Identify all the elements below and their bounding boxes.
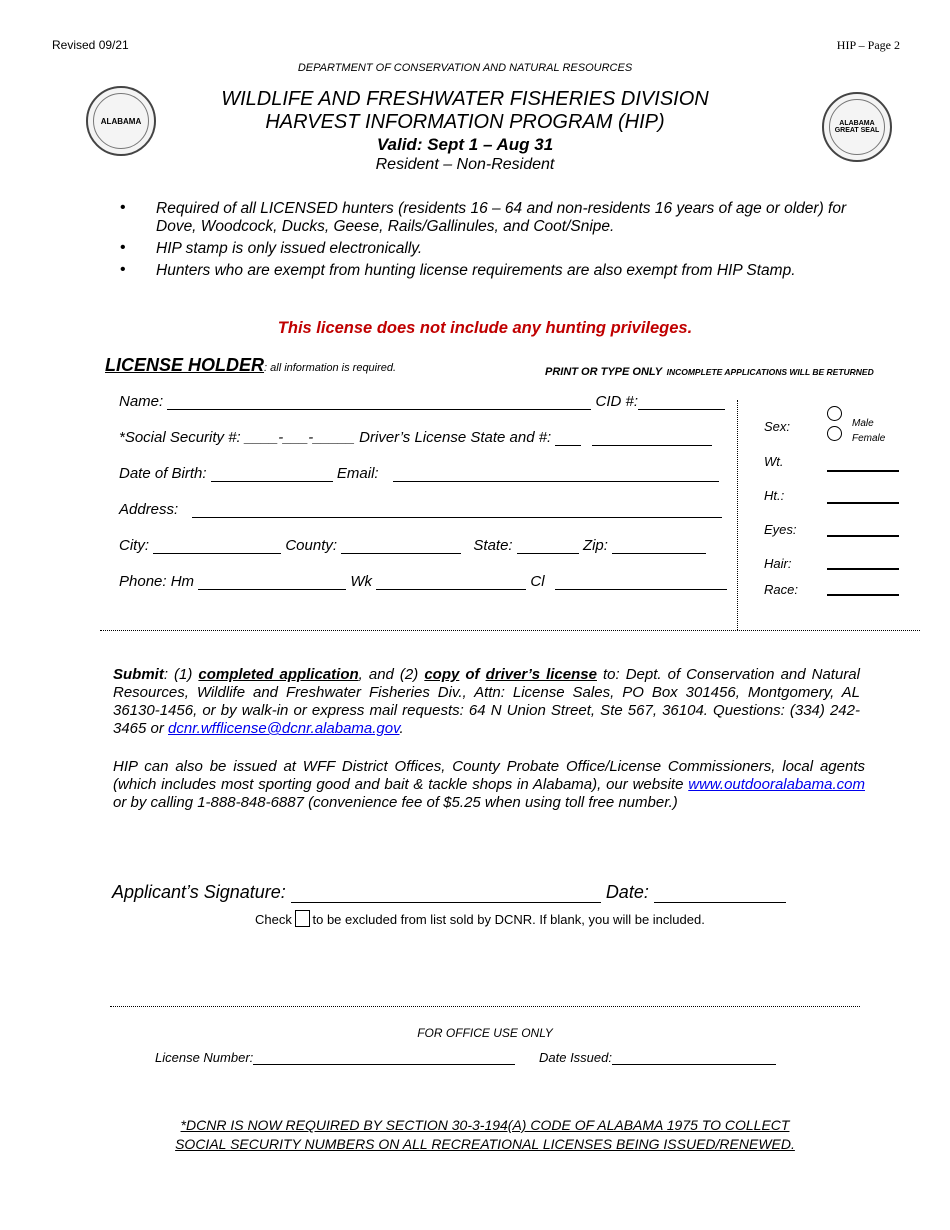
date-label: Date: xyxy=(605,882,649,902)
female-label: Female xyxy=(852,433,886,444)
eyes-field[interactable] xyxy=(827,535,899,537)
residency: Resident – Non-Resident xyxy=(375,156,555,173)
program-title: HARVEST INFORMATION PROGRAM (HIP) xyxy=(265,111,665,133)
weight-label: Wt. xyxy=(764,454,784,469)
email-label: Email: xyxy=(336,465,379,482)
page-number: HIP – Page 2 xyxy=(836,38,900,52)
height-label: Ht.: xyxy=(764,488,785,503)
eyes-label: Eyes: xyxy=(764,522,797,537)
race-field[interactable] xyxy=(827,594,899,596)
submit-text: , and (2) xyxy=(358,666,425,683)
valid-dates: Valid: Sept 1 – Aug 31 xyxy=(376,135,554,154)
date-issued-field[interactable] xyxy=(612,1048,776,1065)
city-label: City: xyxy=(119,537,149,554)
submit-instructions xyxy=(113,666,860,738)
county-field[interactable] xyxy=(341,537,461,554)
ssn-row xyxy=(119,429,712,446)
bullet-item: • Required of all LICENSED hunters (residents 16 – 64 and non-residents 16 years of age or older) for Dove, Woodcock, Ducks, Geese, Rails/Gallinules, and Coot/Snipe. xyxy=(114,200,874,236)
of-text: of xyxy=(459,666,486,683)
phone-work-field[interactable] xyxy=(376,573,526,590)
submit-text: . xyxy=(399,720,404,737)
ssn-field[interactable]: *Social Security #: ____-___-_____ xyxy=(119,429,355,446)
state-label: State: xyxy=(473,537,513,554)
check-pre-text: Check xyxy=(255,912,292,927)
copy-text: copy xyxy=(424,666,460,683)
check-post-text: to be excluded from list sold by DCNR. If blank, you will be included. xyxy=(312,912,705,927)
hip-issuance-info xyxy=(113,758,865,812)
cid-label: CID #: xyxy=(595,393,639,410)
hair-field[interactable] xyxy=(827,568,899,570)
address-label: Address: xyxy=(119,501,179,518)
form-bottom-divider xyxy=(100,630,920,631)
height-field[interactable] xyxy=(827,502,899,504)
email-field[interactable] xyxy=(393,465,719,482)
license-holder-subtitle: : all information is required. xyxy=(264,362,397,374)
dl-label: Driver’s License State and #: xyxy=(359,429,552,446)
phone-row xyxy=(119,573,727,590)
license-number-label: License Number: xyxy=(155,1050,254,1065)
signature-date-field[interactable] xyxy=(654,882,786,903)
race-label: Race: xyxy=(764,582,798,597)
submit-address-text: to: Dept. of Conservation and Natural Resources, Wildlife and Freshwater Fisheries Div., Attn: License Sales, PO Box 301456, Montgomery, AL 36130-1456, or by walk-in or express mail requests: 64 N Union Street, Ste 567, 36104. Questions: (334) 242-3465 or xyxy=(113,666,860,737)
signature-row xyxy=(112,882,786,903)
phone-home-field[interactable] xyxy=(198,573,346,590)
hip-info-text: or by calling 1-888-848-6887 (convenience fee of $5.25 when using toll free number.) xyxy=(113,794,678,811)
hip-info-text: HIP can also be issued at WFF District Offices, County Probate Office/License Commissioners, local agents (which includes most sporting good and bait & tackle shops in Alabama), our website xyxy=(113,758,865,793)
side-panel-divider xyxy=(737,400,738,630)
email-link[interactable]: dcnr.wfflicense@dcnr.alabama.gov xyxy=(168,720,400,737)
address-field[interactable] xyxy=(192,501,722,518)
male-radio[interactable] xyxy=(827,406,842,421)
zip-label: Zip: xyxy=(582,537,608,554)
address-row xyxy=(119,501,722,518)
bullet-item: • HIP stamp is only issued electronically. xyxy=(114,240,874,258)
license-number-row xyxy=(155,1048,515,1065)
revised-date: Revised 09/21 xyxy=(52,38,129,52)
county-label: County: xyxy=(285,537,338,554)
dob-field[interactable] xyxy=(211,465,333,482)
drivers-license-text: driver’s license xyxy=(485,666,597,683)
city-field[interactable] xyxy=(153,537,281,554)
print-notice-bold: PRINT OR TYPE ONLY xyxy=(545,366,663,378)
completed-application-text: completed application xyxy=(198,666,359,683)
dob-row xyxy=(119,465,719,482)
print-notice xyxy=(545,362,874,380)
division-title: WILDLIFE AND FRESHWATER FISHERIES DIVISION xyxy=(221,88,709,110)
seal-right-text: ALABAMA GREAT SEAL xyxy=(829,99,885,155)
dob-label: Date of Birth: xyxy=(119,465,207,482)
exclusion-row xyxy=(255,910,705,927)
header-titles xyxy=(0,88,930,174)
female-radio[interactable] xyxy=(827,426,842,441)
signature-label: Applicant’s Signature: xyxy=(112,882,286,902)
dl-number-field[interactable] xyxy=(592,429,712,446)
signature-field[interactable] xyxy=(291,882,601,903)
hair-label: Hair: xyxy=(764,556,792,571)
footer-line-1: *DCNR IS NOW REQUIRED BY SECTION 30-3-194(A) CODE OF ALABAMA 1975 TO COLLECT xyxy=(180,1117,790,1133)
office-use-title: FOR OFFICE USE ONLY xyxy=(417,1026,553,1040)
male-label: Male xyxy=(852,418,874,429)
date-issued-label: Date Issued: xyxy=(539,1050,612,1065)
phone-cell-label: Cl xyxy=(530,573,545,590)
state-field[interactable] xyxy=(517,537,579,554)
footer-line-2: SOCIAL SECURITY NUMBERS ON ALL RECREATIONAL LICENSES BEING ISSUED/RENEWED. xyxy=(175,1136,795,1152)
submit-label: Submit xyxy=(113,666,164,683)
name-label: Name: xyxy=(119,393,164,410)
license-holder-title: LICENSE HOLDER xyxy=(105,355,265,375)
phone-work-label: Wk xyxy=(350,573,373,590)
city-row xyxy=(119,537,706,554)
name-row xyxy=(119,393,725,410)
sex-label: Sex: xyxy=(764,419,791,434)
exclude-list-checkbox[interactable] xyxy=(295,910,310,927)
cid-field[interactable] xyxy=(638,393,725,410)
submit-text: : (1) xyxy=(163,666,199,683)
bullet-item: • Hunters who are exempt from hunting license requirements are also exempt from HIP Stamp. xyxy=(114,262,874,280)
seal-left-text: ALABAMA xyxy=(93,93,149,149)
license-number-field[interactable] xyxy=(253,1048,515,1065)
name-field[interactable] xyxy=(167,393,591,410)
zip-field[interactable] xyxy=(612,537,706,554)
office-divider xyxy=(110,1006,860,1007)
phone-home-label: Phone: Hm xyxy=(119,573,195,590)
print-notice-small: INCOMPLETE APPLICATIONS WILL BE RETURNED xyxy=(666,367,874,377)
license-holder-heading xyxy=(105,355,396,376)
requirements-list xyxy=(114,200,874,284)
date-issued-row xyxy=(539,1048,776,1065)
weight-field[interactable] xyxy=(827,470,899,472)
phone-cell-field[interactable] xyxy=(555,573,727,590)
dl-state-field[interactable] xyxy=(555,429,581,446)
department-name: DEPARTMENT OF CONSERVATION AND NATURAL RESOURCES xyxy=(297,62,633,74)
website-link[interactable]: www.outdooralabama.com xyxy=(688,776,865,793)
privileges-warning: This license does not include any hunting privileges. xyxy=(277,319,693,337)
ssn-requirement-note xyxy=(0,1116,950,1154)
